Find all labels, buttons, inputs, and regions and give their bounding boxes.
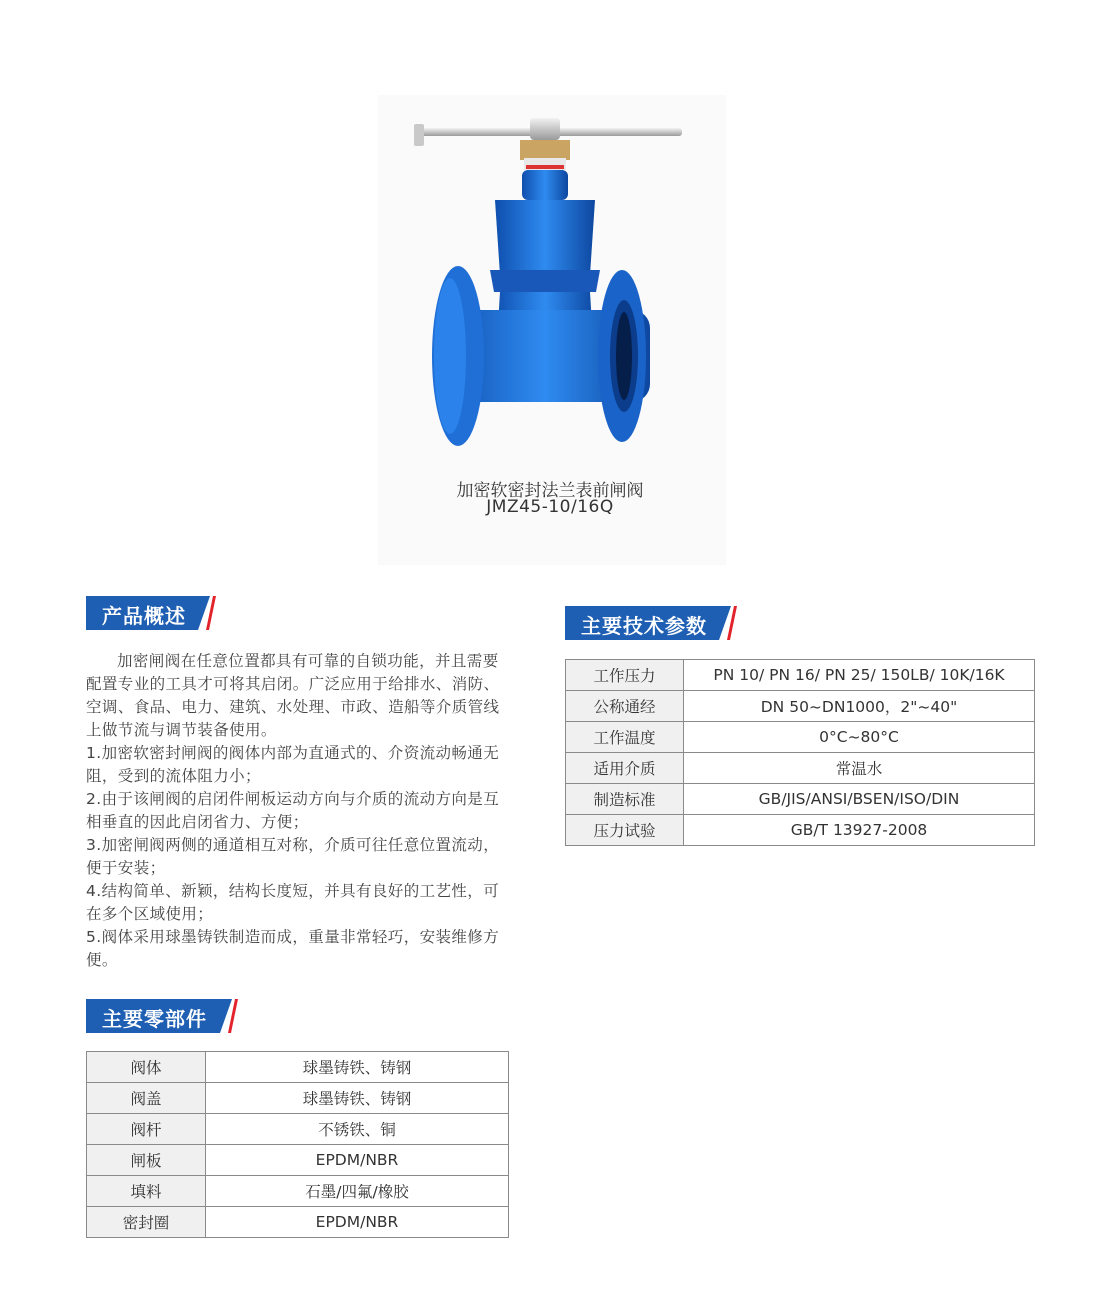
overview-point: 2.由于该闸阀的启闭件闸板运动方向与介质的流动方向是互相垂直的因此启闭省力、方便；	[86, 790, 500, 831]
table-row	[566, 784, 1035, 815]
spec-label: 制造标准	[566, 784, 684, 815]
table-row	[566, 660, 1035, 691]
spec-value: PN 10/ PN 16/ PN 25/ 150LB/ 10K/16K	[684, 660, 1035, 691]
spec-label: 压力试验	[566, 815, 684, 846]
table-row	[566, 722, 1035, 753]
spec-value: GB/T 13927-2008	[684, 815, 1035, 846]
parts-value: 石墨/四氟/橡胶	[206, 1176, 509, 1207]
overview-point: 1.加密软密封闸阀的阀体内部为直通式的、介资流动畅通无阻，受到的流体阻力小；	[86, 744, 500, 785]
overview-point: 3.加密闸阀两侧的通道相互对称，介质可往任意位置流动，便于安装；	[86, 836, 500, 877]
spec-value: DN 50~DN1000，2"~40"	[684, 691, 1035, 722]
spec-label: 公称通经	[566, 691, 684, 722]
parts-title: 主要零部件	[102, 1007, 207, 1031]
specs-table	[565, 659, 1035, 846]
product-name: 加密软密封法兰表前闸阀	[456, 481, 644, 501]
overview-title: 产品概述	[102, 604, 186, 628]
parts-value: 球墨铸铁、铸钢	[206, 1052, 509, 1083]
parts-label: 阀杆	[87, 1114, 206, 1145]
parts-value: 不锈铁、铜	[206, 1114, 509, 1145]
overview-point: 5.阀体采用球墨铸铁制造而成，重量非常轻巧，安装维修方便。	[86, 928, 500, 969]
parts-value: 球墨铸铁、铸钢	[206, 1083, 509, 1114]
spec-value: 常温水	[684, 753, 1035, 784]
spec-label: 工作压力	[566, 660, 684, 691]
overview-header	[86, 596, 222, 630]
parts-label: 密封圈	[87, 1207, 206, 1238]
table-row	[87, 1145, 509, 1176]
table-row	[87, 1176, 509, 1207]
table-row	[87, 1052, 509, 1083]
overview-point: 4.结构简单、新颖，结构长度短，并具有良好的工艺性，可在多个区域使用；	[86, 882, 500, 923]
parts-table	[86, 1051, 509, 1238]
table-row	[87, 1207, 509, 1238]
table-row	[87, 1114, 509, 1145]
product-model: JMZ45-10/16Q	[486, 497, 614, 517]
table-row	[566, 691, 1035, 722]
table-row	[87, 1083, 509, 1114]
parts-label: 闸板	[87, 1145, 206, 1176]
gate-valve-image	[400, 110, 700, 470]
spec-value: 0°C~80°C	[684, 722, 1035, 753]
overview-text	[86, 650, 506, 972]
parts-header	[86, 999, 244, 1033]
parts-label: 填料	[87, 1176, 206, 1207]
overview-intro: 加密闸阀在任意位置都具有可靠的自锁功能，并且需要配置专业的工具才可将其启闭。广泛应用于给排水、消防、空调、食品、电力、建筑、水处理、市政、造船等介质管线上做节流与调节装备使用。	[86, 652, 500, 739]
specs-header	[565, 606, 743, 640]
parts-label: 阀盖	[87, 1083, 206, 1114]
spec-value: GB/JIS/ANSI/BSEN/ISO/DIN	[684, 784, 1035, 815]
table-row	[566, 815, 1035, 846]
specs-title: 主要技术参数	[581, 614, 707, 638]
spec-label: 工作温度	[566, 722, 684, 753]
parts-value: EPDM/NBR	[206, 1207, 509, 1238]
parts-label: 阀体	[87, 1052, 206, 1083]
spec-label: 适用介质	[566, 753, 684, 784]
table-row	[566, 753, 1035, 784]
parts-value: EPDM/NBR	[206, 1145, 509, 1176]
